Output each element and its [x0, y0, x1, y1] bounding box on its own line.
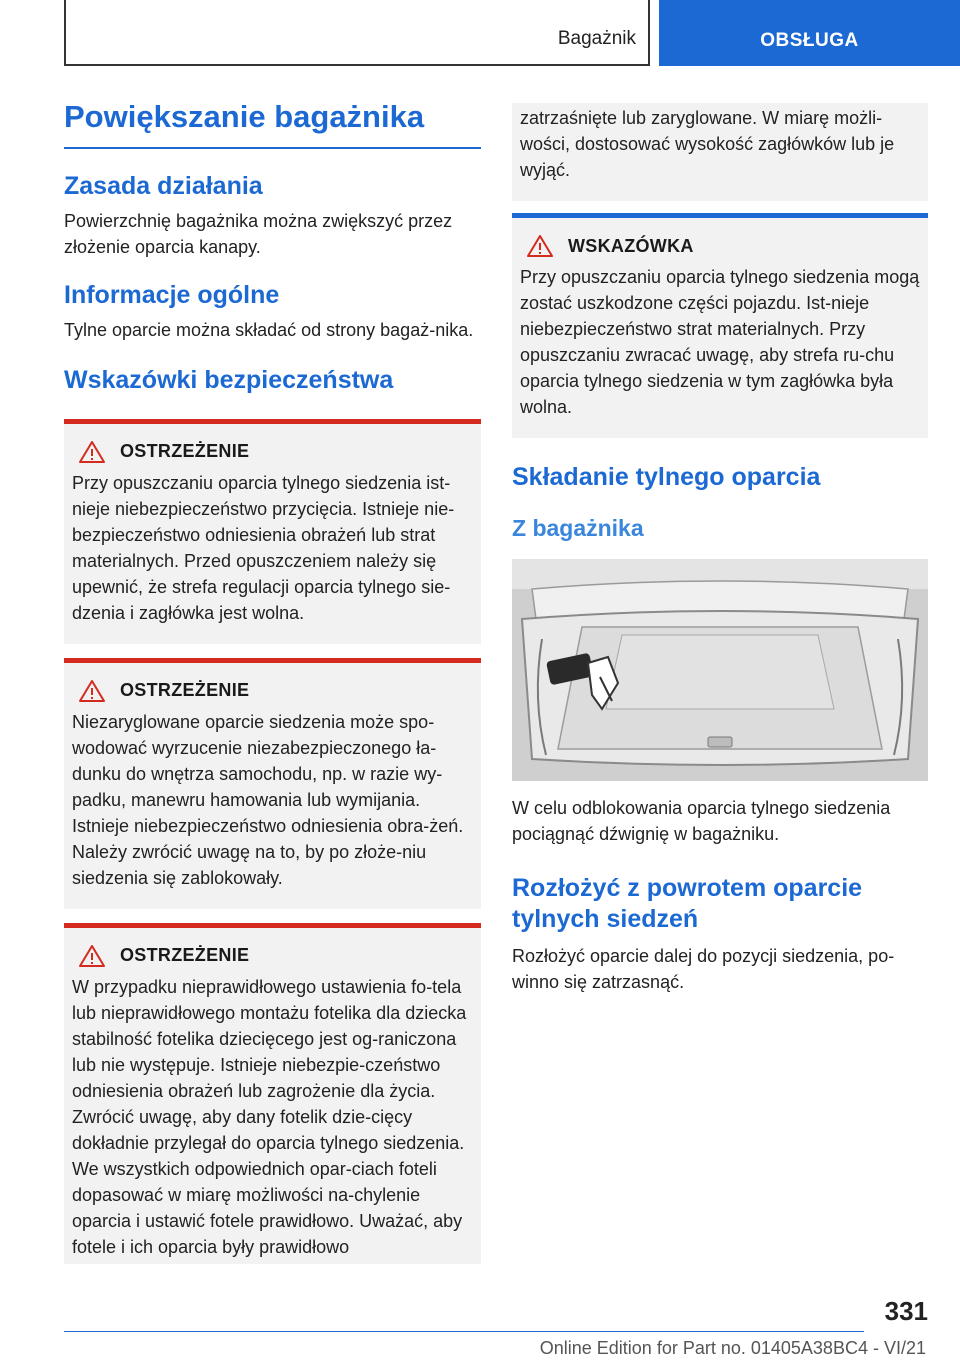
- header-chapter-tab[interactable]: OBSŁUGA: [659, 0, 960, 66]
- text-informacje: Tylne oparcie można składać od strony bagaż-nika.: [64, 320, 474, 341]
- warning-triangle-icon: [78, 440, 106, 464]
- heading-z-bagaznika: Z bagażnika: [512, 515, 644, 542]
- warning-box-2-title: OSTRZEŻENIE: [72, 679, 473, 703]
- warning-box-3-continued: [512, 103, 928, 201]
- warning-box-2-text: Niezaryglowane oparcie siedzenia może spo-wodować wyrzucenie niezabezpieczonego ła-dunku do wnętrza samochodu, np. w razie wy-padku, manewru hamowania lub wymijania. Istnieje niebezpieczeństwo odniesienia obra-żeń. Należy zwrócić uwagę na to, by po złoże-niu siedzenia się zablokowały.: [72, 711, 464, 888]
- text-zasada: Powierzchnię bagażnika można zwiększyć przez złożenie oparcia kanapy.: [64, 211, 453, 257]
- header-section-title: Bagażnik: [557, 28, 636, 49]
- warning-box-1-title: OSTRZEŻENIE: [72, 440, 473, 464]
- warning-box-2: [64, 658, 481, 909]
- trunk-illustration: [512, 559, 928, 781]
- right-column: [512, 103, 928, 995]
- warning-box-3: [64, 923, 481, 1264]
- warning-box-3-title: OSTRZEŻENIE: [72, 944, 473, 968]
- page-number: 331: [884, 1296, 928, 1326]
- left-column: [64, 98, 481, 1264]
- header-frame: [64, 0, 650, 66]
- heading-informacje: Informacje ogólne: [64, 281, 280, 309]
- trunk-photo: [512, 559, 928, 781]
- page-title: Powiększanie bagażnika: [64, 98, 481, 149]
- note-box: [512, 213, 928, 438]
- note-triangle-icon: [526, 234, 554, 258]
- heading-wskazowki: Wskazówki bezpieczeństwa: [64, 366, 394, 395]
- heading-zasada: Zasada działania: [64, 171, 263, 200]
- footer-divider: [64, 1331, 864, 1332]
- warning-box-1-text: Przy opuszczaniu oparcia tylnego siedzenia ist-nieje niebezpieczeństwo przycięcia. Istnieje nie-bezpieczeństwo odniesienia obrażeń lub strat materialnych. Przed opuszczeniem należy się upewnić, że strefa regulacji oparcia tylnego sie-dzenia i zagłówka jest wolna.: [72, 472, 455, 623]
- text-rozlozyc: Rozłożyć oparcie dalej do pozycji siedzenia, po-winno się zatrzasnąć.: [512, 946, 895, 993]
- warning-box-3-text: W przypadku nieprawidłowego ustawienia fo-tela lub nieprawidłowego montażu fotelika dla dziecka stabilność fotelika dziecięcego jest og-raniczona lub nie występuje. Istnieje niebezpie-czeństwo odniesienia obrażeń lub zagrożenie dla życia. Zwrócić uwagę, aby dany fotelik dzie-cięcy dokładnie przylegał do oparcia tylnego siedzenia. We wszystkich odpowiednich opar-ciach foteli dopasować w miarę możliwości na-chylenie oparcia i ustawić fotele prawidłowo. Uważać, aby fotele i ich oparcia były prawidłowo: [72, 976, 467, 1257]
- warning-triangle-icon: [78, 944, 106, 968]
- note-box-text: Przy opuszczaniu oparcia tylnego siedzenia mogą zostać uszkodzone części pojazdu. Ist-nieje niebezpieczeństwo strat materialnych. Przy opuszczaniu zwracać uwagę, aby strefa ru-chu oparcia tylnego siedzenia w tym zagłówka była wolna.: [520, 267, 920, 417]
- heading-skladanie: Składanie tylnego oparcia: [512, 463, 821, 491]
- warning-triangle-icon: [78, 679, 106, 703]
- photo-caption: W celu odblokowania oparcia tylnego siedzenia pociągnąć dźwignię w bagażniku.: [512, 797, 891, 844]
- warning-box-1: [64, 419, 481, 644]
- heading-rozlozyc: Rozłożyć z powrotem oparcie tylnych siedzeń: [512, 873, 863, 934]
- warning-box-3-continued-text: zatrzaśnięte lub zaryglowane. W miarę możli-wości, dostosować wysokość zagłówków lub je wyjąć.: [520, 108, 895, 180]
- note-box-title: WSKAZÓWKA: [520, 234, 920, 258]
- footer-edition: Online Edition for Part no. 01405A38BC4 - VI/21: [539, 1338, 926, 1358]
